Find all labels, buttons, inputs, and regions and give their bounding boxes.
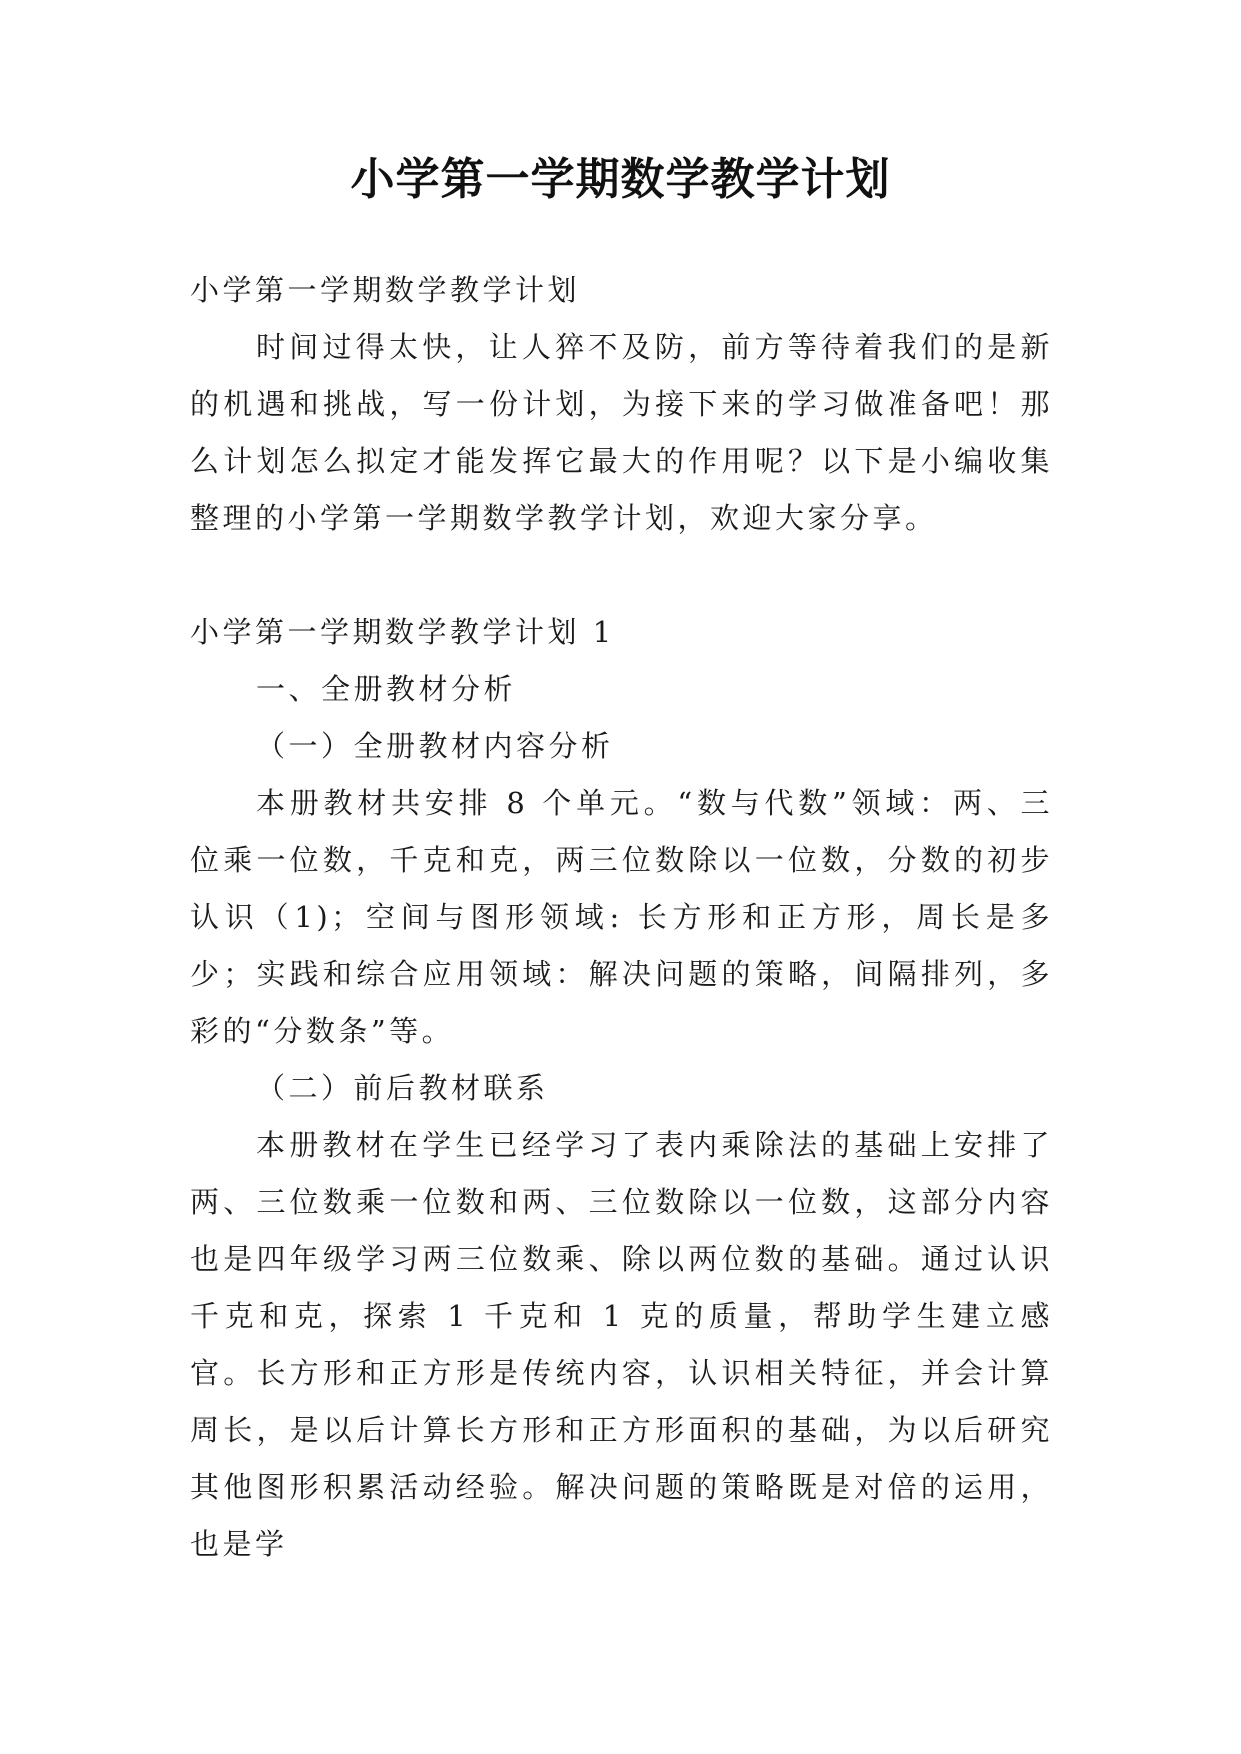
- plan-heading: 小学第一学期数学教学计划 1: [190, 615, 615, 649]
- chapter-heading: 一、全册教材分析: [256, 672, 517, 706]
- document-title: 小学第一学期数学教学计划: [350, 154, 891, 205]
- subsection-heading: （二）前后教材联系: [256, 1071, 549, 1105]
- section-heading: 小学第一学期数学教学计划: [190, 273, 581, 307]
- subsection-heading: （一）全册教材内容分析: [256, 729, 614, 763]
- document-body: [190, 262, 1053, 1573]
- content-paragraph: 本册教材在学生已经学习了表内乘除法的基础上安排了两、三位数乘一位数和两、三位数除以一位数，这部分内容也是四年级学习两三位数乘、除以两位数的基础。通过认识千克和克，探索 1 千克和 1 克的质量，帮助学生建立感官。长方形和正方形是传统内容，认识相关特征，并会计算周长，是以后计算长方形和正方形面积的基础，为以后研究其他图形积累活动经验。解决问题的策略既是对倍的运用，也是学: [190, 1128, 1053, 1561]
- intro-paragraph: 时间过得太快，让人猝不及防，前方等待着我们的是新的机遇和挑战，写一份计划，为接下来的学习做准备吧！那么计划怎么拟定才能发挥它最大的作用呢？以下是小编收集整理的小学第一学期数学教学计划，欢迎大家分享。: [190, 330, 1053, 535]
- content-paragraph: 本册教材共安排 8 个单元。“数与代数”领域：两、三位乘一位数，千克和克，两三位数除以一位数，分数的初步认识（1)；空间与图形领域: 长方形和正方形，周长是多少；实践和综合应用领域：解决问题的策略，间隔排列，多彩的“分数条”等。: [190, 786, 1053, 1048]
